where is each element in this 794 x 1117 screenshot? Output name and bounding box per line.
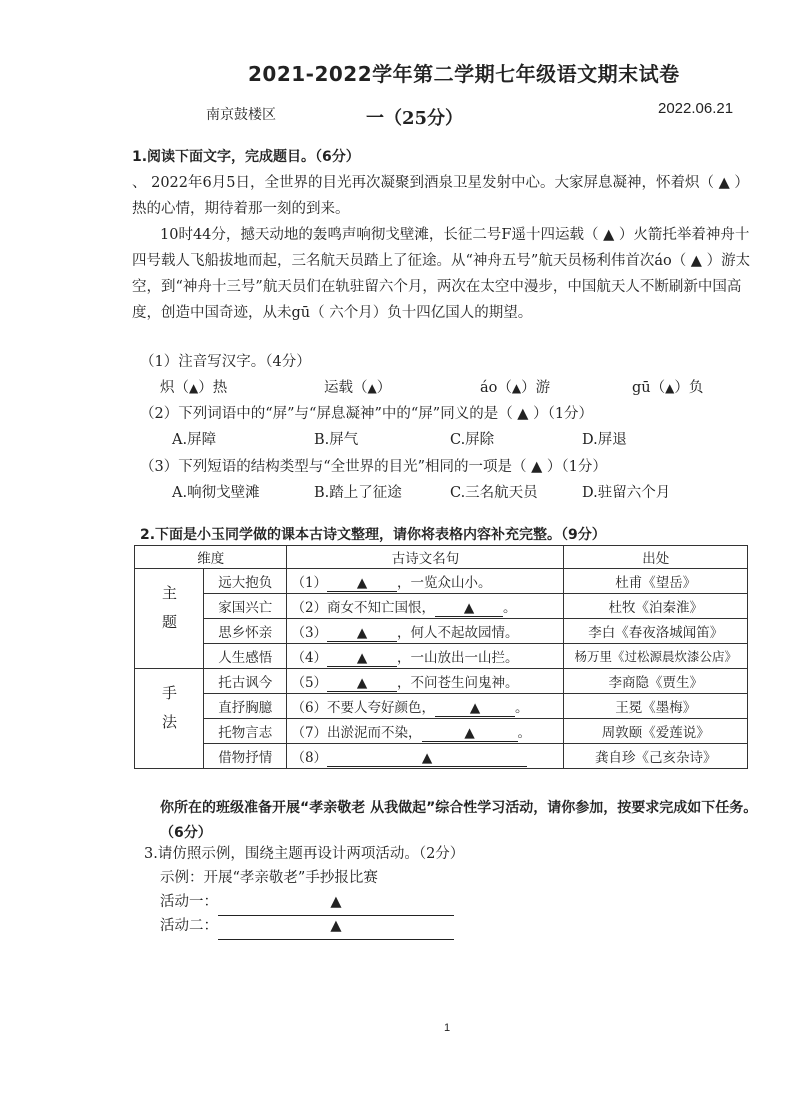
exam-date: 2022.06.21: [658, 100, 734, 117]
verse-suffix: ，一览众山小。: [397, 574, 492, 591]
q1-paragraph-2: 10时44分，撼天动地的轰鸣声响彻戈壁滩，长征二号F遥十四运载（ ▲ ）火箭托举着神舟十四号载人飞船拔地而起，三名航天员踏上了征途。从“神舟五号”航天员杨利伟首次áo（ ▲ ）游太空，到“神舟十三号”航天员们在轨驻留六个月，两次在太空中漫步，中国航天人不断刷新中国高度，创造中国奇迹，从未gū（ 六个月）负十四亿国人的期望。: [132, 227, 751, 321]
table-row: [135, 619, 748, 644]
group-label-technique: [135, 669, 204, 769]
table-row: [135, 569, 748, 594]
answer-marker: ▲: [511, 381, 522, 395]
table-header-row: [135, 546, 748, 569]
verse-prefix: （2）商女不知亡国恨，: [291, 599, 436, 616]
answer-blank[interactable]: ▲: [435, 700, 515, 717]
q1-paragraph-1: 、 2022年6月5日，全世界的目光再次凝聚到酒泉卫星发射中心。大家屏息凝神，怀着炽（ ▲ ）热的心情，期待着那一刻的到来。: [132, 175, 749, 217]
verse-prefix: （1）: [291, 574, 328, 591]
q1-sub3-option-d: D.驻留六个月: [582, 485, 671, 501]
dimension-cell: 直抒胸臆: [204, 694, 287, 719]
column-header: 古诗文名句: [287, 546, 564, 569]
answer-blank[interactable]: ▲: [327, 750, 527, 767]
verse-cell: [287, 744, 564, 769]
pinyin-suffix: ）负: [674, 380, 704, 396]
activity-two-row: [160, 914, 454, 940]
activity-one-blank[interactable]: ▲: [218, 890, 454, 916]
activity-two-blank[interactable]: ▲: [218, 914, 454, 940]
source-cell: 杨万里《过松源晨炊漆公店》: [564, 644, 748, 669]
page-number: 1: [444, 1022, 451, 1034]
column-header: 维度: [135, 546, 287, 569]
dimension-cell: 思乡怀亲: [204, 619, 287, 644]
pinyin-suffix: ）热: [198, 380, 228, 396]
answer-marker: ▲: [367, 381, 377, 395]
pinyin-item: [160, 376, 227, 401]
dimension-cell: 托古讽今: [204, 669, 287, 694]
q1-sub2-option-d: D.屏退: [582, 432, 627, 448]
pinyin-suffix: ）游: [521, 380, 551, 396]
exam-title: 2021-2022学年第二学期七年级语文期末试卷: [248, 62, 680, 86]
q1-sub3-option-c: C.三名航天员: [450, 485, 538, 501]
q1-sub1: （1）注音写汉字。（4分）: [140, 354, 311, 370]
verse-cell: [287, 719, 564, 744]
pinyin-item: [324, 376, 391, 401]
verse-cell: [287, 644, 564, 669]
dimension-cell: 家国兴亡: [204, 594, 287, 619]
verse-prefix: （6）不要人夸好颜色，: [291, 699, 436, 716]
q1-sub2-option-c: C.屏除: [450, 432, 495, 448]
answer-blank[interactable]: ▲: [327, 675, 397, 692]
dimension-cell: 借物抒情: [204, 744, 287, 769]
verse-cell: [287, 594, 564, 619]
q1-sub3-option-a: A.响彻戈壁滩: [172, 485, 260, 501]
activity-one-label: 活动一：: [160, 894, 218, 910]
verse-prefix: （8）: [291, 749, 328, 766]
answer-blank[interactable]: ▲: [422, 725, 518, 742]
dimension-cell: 人生感悟: [204, 644, 287, 669]
verse-prefix: （3）: [291, 624, 328, 641]
answer-blank[interactable]: ▲: [327, 625, 397, 642]
table-row: [135, 744, 748, 769]
source-cell: 李白《春夜洛城闻笛》: [564, 619, 748, 644]
dimension-cell: 托物言志: [204, 719, 287, 744]
answer-blank[interactable]: ▲: [435, 600, 503, 617]
answer-marker: ▲: [665, 381, 675, 395]
table-row: [135, 719, 748, 744]
district-label: 南京鼓楼区: [206, 107, 276, 123]
group-text: 主题: [160, 584, 178, 643]
table-row: [135, 669, 748, 694]
q3-heading: 3.请仿照示例，围绕主题再设计两项活动。（2分）: [144, 846, 465, 862]
q2-heading: 2.下面是小玉同学做的课本古诗文整理，请你将表格内容补充完整。（9分）: [140, 527, 606, 543]
verse-suffix: ，不问苍生问鬼神。: [397, 674, 519, 691]
q1-sub2-option-a: A.屏障: [172, 432, 217, 448]
answer-marker: ▲: [189, 381, 199, 395]
pinyin-suffix: ）: [376, 380, 392, 396]
pinyin-prefix: 运载（: [324, 380, 368, 396]
activity-two-label: 活动二：: [160, 918, 218, 934]
dimension-cell: 远大抱负: [204, 569, 287, 594]
group-label-theme: [135, 569, 204, 669]
verse-cell: [287, 619, 564, 644]
pinyin-item: [480, 376, 550, 401]
verse-suffix: 。: [503, 599, 517, 616]
q1-sub3: （3）下列短语的结构类型与“全世界的目光”相同的一项是（ ▲ ）（1分）: [140, 459, 607, 475]
answer-blank[interactable]: ▲: [327, 650, 397, 667]
group-text: 手法: [160, 684, 178, 743]
source-cell: 杜甫《望岳》: [564, 569, 748, 594]
q3-intro: 你所在的班级准备开展“孝亲敬老 从我做起”综合性学习活动，请你参加，按要求完成如下任务。（6分）: [160, 800, 758, 841]
section-label: 一（25分）: [366, 108, 464, 129]
table-row: [135, 594, 748, 619]
q1-sub2: （2）下列词语中的“屏”与“屏息凝神”中的“屏”同义的是（ ▲ ）（1分）: [140, 406, 594, 422]
table-row: [135, 694, 748, 719]
verse-cell: [287, 669, 564, 694]
q3-example: 示例：开展“孝亲敬老”手抄报比赛: [160, 870, 378, 886]
verse-cell: [287, 694, 564, 719]
pinyin-item: [632, 376, 703, 401]
verse-suffix: 。: [517, 724, 532, 741]
table-row: [135, 644, 748, 669]
source-cell: 杜牧《泊秦淮》: [564, 594, 748, 619]
q1-sub2-option-b: B.屏气: [314, 432, 359, 448]
q1-sub3-option-b: B.踏上了征途: [314, 485, 402, 501]
source-cell: 周敦颐《爱莲说》: [564, 719, 748, 744]
poetry-table: [134, 545, 748, 769]
column-header: 出处: [564, 546, 748, 569]
answer-blank[interactable]: ▲: [327, 575, 397, 592]
verse-prefix: （7）出淤泥而不染，: [291, 724, 422, 741]
verse-prefix: （4）: [291, 649, 328, 666]
verse-suffix: ，一山放出一山拦。: [397, 649, 519, 666]
verse-suffix: 。: [515, 699, 529, 716]
verse-cell: [287, 569, 564, 594]
pinyin-prefix: 炽（: [160, 380, 189, 396]
verse-suffix: ，何人不起故园情。: [397, 624, 519, 641]
source-cell: 王冕《墨梅》: [564, 694, 748, 719]
source-cell: 龚自珍《己亥杂诗》: [564, 744, 748, 769]
verse-prefix: （5）: [291, 674, 328, 691]
activity-one-row: [160, 890, 454, 916]
pinyin-prefix: gū（: [632, 380, 666, 396]
pinyin-prefix: áo（: [480, 380, 512, 396]
source-cell: 李商隐《贾生》: [564, 669, 748, 694]
q1-heading: 1.阅读下面文字，完成题目。（6分）: [132, 149, 360, 165]
